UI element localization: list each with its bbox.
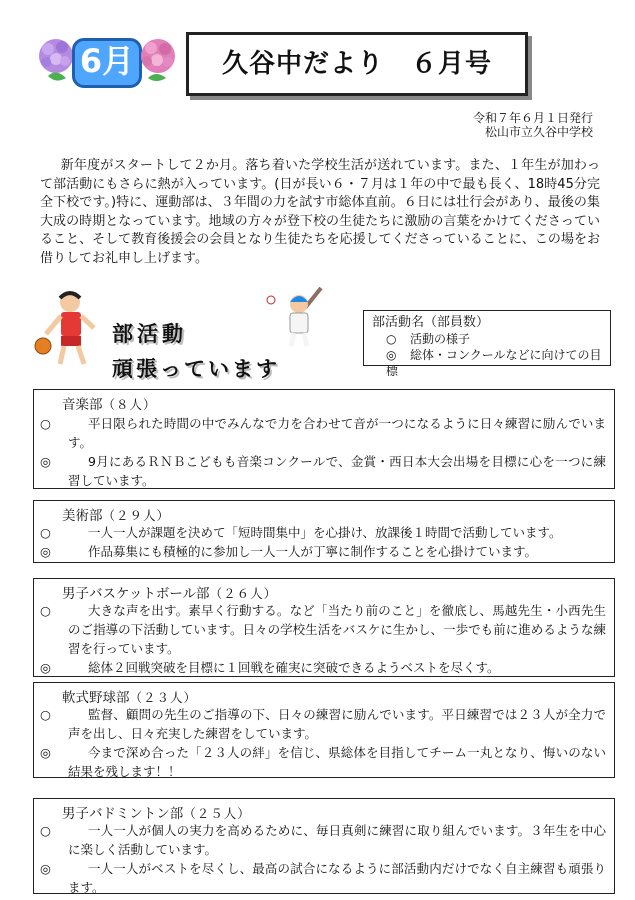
baseball-player-icon <box>265 288 329 348</box>
month-number: 6月 <box>72 38 142 88</box>
club-goal: ◎ 総体２回戦突破を目標に１回戦を確実に突破できるようベストを尽くす。 <box>40 660 500 675</box>
legend-item: ◎ 総体・コンクールなどに向けての目標 <box>386 348 602 378</box>
hydrangea-icon <box>36 34 76 88</box>
newsletter-title: 久谷中だより ６月号 <box>221 49 492 79</box>
issue-date: 令和７年６月１日発行 <box>472 111 593 125</box>
legend-box <box>363 310 611 378</box>
club-heading: 音楽部（８人） <box>62 397 157 413</box>
club-section-badminton <box>33 798 615 894</box>
legend-title: 部活動名（部員数） <box>372 315 490 330</box>
club-goal: ◎ 一人一人がベストを尽くし、最高の試合になるように部活動内だけでなく自主練習も頑張ります。 <box>40 861 606 895</box>
club-heading: 男子バドミントン部（２５人） <box>62 806 251 822</box>
banner-line1: 部活動 <box>112 322 187 346</box>
club-heading: 男子バスケットボール部（２６人） <box>62 586 278 602</box>
month-badge <box>36 34 176 88</box>
club-section-art <box>33 500 615 563</box>
newsletter-title-box <box>186 32 528 96</box>
legend-item: ○ 活動の様子 <box>386 332 471 346</box>
club-goal: ◎ 作品募集にも積極的に参加し一人一人が丁寧に制作することを心掛けています。 <box>40 544 538 559</box>
basketball-player-icon <box>34 290 108 368</box>
club-activity: ○ 監督、顧問の先生のご指導の下、日々の練習に励んでいます。平日練習では２３人が全力で声を出し、日々充実した練習をしています。 <box>40 707 606 741</box>
club-activity: ○ 平日限られた時間の中でみんなで力を合わせて音が一つになるように日々練習に励んでいます。 <box>40 416 606 450</box>
club-section-music <box>33 389 615 489</box>
club-section-baseball <box>33 682 615 778</box>
club-section-basketball <box>33 578 615 677</box>
club-activity: ○ 一人一人が課題を決めて「短時間集中」を心掛け、放課後１時間で活動しています。 <box>40 525 562 540</box>
intro-paragraph: 新年度がスタートして２か月。落ち着いた学校生活が送れています。また、１年生が加わって部活動にもさらに熱が入っています。(日が長い６・７月は１年の中で最も長く、18時45分完全下校です。)特に、運動部は、３年間の力を試す市総体直前。６日には壮行会があり、最後の集大成の時期となっています。地域の方々が登下校の生徒たちに激励の言葉をかけてくださっていること、そして教育後援会の会員となり生徒たちを応援してくださっていることに、この場をお借りしてお礼申し上げます。 <box>40 158 600 266</box>
hydrangea-icon <box>138 34 178 88</box>
club-activity: ○ 一人一人が個人の実力を高めるために、毎日真剣に練習に取り組んでいます。３年生を中心に楽しく活動しています。 <box>40 823 606 857</box>
club-activity: ○ 大きな声を出す。素早く行動する。など「当たり前のこと」を徹底し、馬越先生・小西先生のご指導の下活動しています。日々の学校生活をバスケに生かし、一歩でも前に進めるような練習を行っています。 <box>40 603 606 656</box>
club-heading: 軟式野球部（２３人） <box>62 690 198 706</box>
school-name: 松山市立久谷中学校 <box>484 125 593 139</box>
club-goal: ◎ 9月にあるＲＮＢこどもも音楽コンクールで、金賞・西日本大会出場を目標に心を一つに練習しています。 <box>40 454 606 488</box>
banner-line2: 頑張っています <box>112 357 280 381</box>
club-heading: 美術部（２９人） <box>62 508 171 524</box>
club-goal: ◎ 今まで深め合った「２３人の絆」を信じ、県総体を目指してチーム一丸となり、悔いのない結果を残します！！ <box>40 745 606 779</box>
